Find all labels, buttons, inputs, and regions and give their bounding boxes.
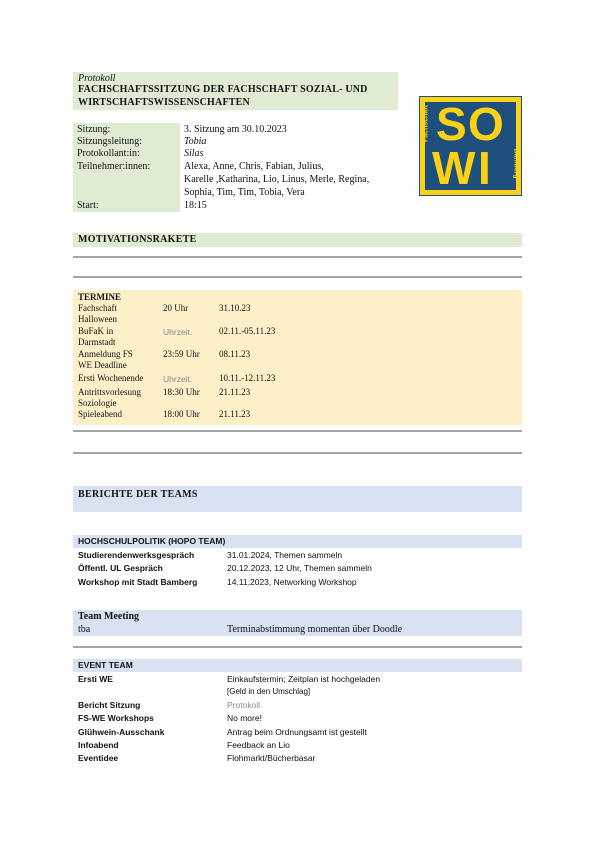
protokollant-label: Protokollant:in: [77,148,140,159]
leitung-label: Sitzungsleitung: [77,136,142,147]
event-item-value: No more! [227,713,262,723]
event-item-label: Infoabend [78,740,119,750]
start-label: Start: [77,200,99,211]
team-meeting-title: Team Meeting [78,611,140,622]
termin-event: Spieleabend [78,409,122,419]
event-item-value: Feedback an Lio [227,740,290,750]
termin-date: 31.10.23 [219,303,251,313]
event-item-value: Einkaufstermin; Zeitplan ist hochgeladen [227,674,381,684]
termin-date: 21.11.23 [219,409,251,419]
divider [73,256,522,258]
event-item-label: Ersti WE [78,674,113,684]
termin-time: 18:30 Uhr [163,387,200,397]
hopo-item-label: Workshop mit Stadt Bamberg [78,577,198,587]
termin-event-line2: WE Deadline [78,360,127,370]
termin-event: Anmeldung FS [78,349,133,359]
logo-letter-o: O [468,98,504,150]
event-item-label: Bericht Sitzung [78,700,141,710]
termin-event-line2: Darmstadt [78,337,116,347]
termin-date: 21.11.23 [219,387,251,397]
event-team-bar [73,659,522,672]
termin-date: 08.11.23 [219,349,251,359]
event-item-value-placeholder: Protokoll. [227,700,263,710]
termin-time: 20 Uhr [163,303,189,313]
termine-box [73,290,522,425]
team-meeting-label: tba [78,624,91,635]
termin-event-line2: Soziologie [78,398,117,408]
termin-time: 18:00 Uhr [163,409,200,419]
termin-event: BuFaK in [78,326,114,336]
teilnehmer-label: Teilnehmer:innen: [77,161,151,172]
hopo-title: HOCHSCHULPOLITIK (HOPO TEAM) [78,536,226,546]
motivationsrakete-title: MOTIVATIONSRAKETE [78,234,197,245]
hopo-item-value: 31.01.2024, Themen sammeln [227,550,343,560]
protokoll-label: Protokoll [78,73,116,84]
termin-time: 23:59 Uhr [163,349,200,359]
logo-letter-i: I [478,142,491,194]
divider [73,452,522,454]
termin-event: Antrittsvorlesung [78,387,141,397]
termin-time-placeholder: Uhrzeit. [163,327,193,337]
hopo-item-label: Studierendenwerksgespräch [78,550,195,560]
termin-date: 02.11.-05.11.23 [219,326,276,336]
logo-side-fachschaft: Fachschaft [422,105,430,142]
event-item-label: Eventidee [78,753,119,763]
event-team-title: EVENT TEAM [78,660,133,670]
document-title: FACHSCHAFTSSITZUNG DER FACHSCHAFT SOZIAL- UND WIRTSCHAFTSWISSENSCHAFTEN [78,84,368,108]
event-item-label: Glühwein-Ausschank [78,727,165,737]
sitzung-value: 3. Sitzung am 30.10.2023 [184,124,287,135]
divider [73,646,522,648]
termine-title: TERMINE [78,292,122,302]
termin-date: 10.11.-12.11.23 [219,373,276,383]
event-item-value-note: [Geld in den Umschlag] [227,687,311,696]
teilnehmer-line-2: Karelle ,Katharina, Lio, Linus, Merle, Regina, [184,174,370,185]
team-meeting-value: Terminabstimmung momentan über Doodle [227,624,403,635]
termin-event-line2: Halloween [78,314,117,324]
start-value: 18:15 [184,200,207,211]
event-item-value: Flohmarkt/Bücherbasar [227,753,316,763]
leitung-value: Tobia [184,136,207,147]
logo-letter-w: W [432,142,476,194]
teilnehmer-line-1: Alexa, Anne, Chris, Fabian, Julius, [184,161,324,172]
divider [73,430,522,432]
logo-side-bamberg: Bamberg [512,148,520,179]
event-item-label: FS-WE Workshops [78,713,154,723]
termin-event: Fachschaft [78,303,117,313]
divider [73,276,522,278]
berichte-title: BERICHTE DER TEAMS [78,489,198,500]
sitzung-label: Sitzung: [77,124,111,135]
logo-letter-s: S [436,98,467,150]
hopo-item-value: 14.11.2023, Networking Workshop [227,577,357,587]
event-item-value: Antrag beim Ordnungsamt ist gestellt [227,727,367,737]
hopo-item-value: 20.12.2023, 12 Uhr, Themen sammeln [227,563,372,573]
teilnehmer-line-3: Sophia, Tim, Tim, Tobia, Vera [184,187,305,198]
hopo-item-label: Öffentl. UL Gespräch [78,563,163,573]
protokollant-value: Silas [184,148,204,159]
termin-event: Ersti Wochenende [78,373,144,383]
termin-time-placeholder: Uhrzeit. [163,374,193,384]
